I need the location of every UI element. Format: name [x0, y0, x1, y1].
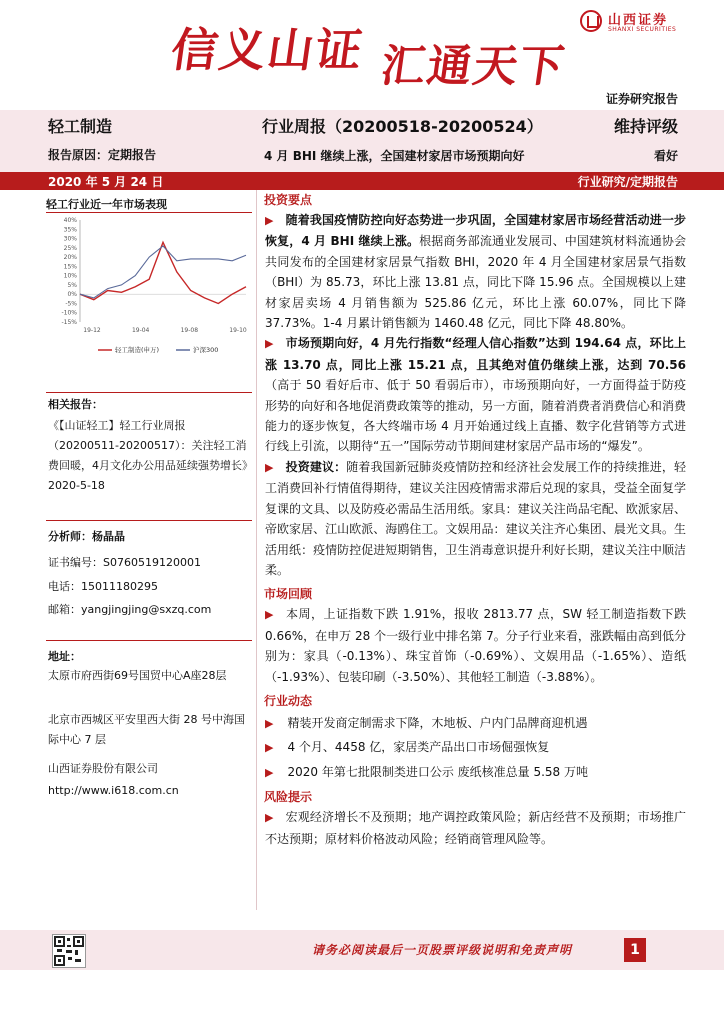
divider — [46, 520, 252, 521]
y-tick-label: 40% — [63, 217, 77, 224]
x-tick-label: 19-08 — [180, 327, 199, 334]
y-tick-label: 5% — [67, 281, 77, 289]
logo-name: 山西证券 — [608, 13, 669, 28]
logo-en: SHANXI SECURITIES — [608, 26, 677, 33]
x-tick-label: 19-10 — [229, 327, 247, 334]
paragraph-advice-text: 随着我国新冠肺炎疫情防控和经济社会发展工作的持续推进，轻工消费回补行情值得期待，建议关注因疫情需求滞后兑现的家具，受益全面复学复课的文具、以及防疫必需品生活用纸。家具：建议关注尚品宅配、欧派家居、帝欧家居、江山欧派、海鸥住工。文娱用品：建议关注齐心集团、晨光文具。生活用纸：疫情防控促进短期销售，卫生消毒意识提升利好长期，建议关注中顺洁柔。 — [265, 459, 686, 577]
report-reason: 报告原因：定期报告 — [48, 148, 157, 162]
slogan-part1: 信义山证 — [167, 23, 368, 77]
legend-label: 轻工制造(申万) — [115, 346, 160, 354]
x-tick-label: 19-04 — [131, 327, 150, 334]
qr-code-icon — [52, 934, 86, 968]
section-industry-news: 行业动态 — [264, 693, 313, 708]
section-investment-points: 投资要点 — [264, 193, 313, 207]
report-date: 2020 年 5 月 24 日 — [48, 175, 164, 189]
page-number: 1 — [624, 938, 646, 962]
paragraph-risk — [262, 807, 686, 849]
news-item-text: 精装开发商定制需求下降，木地板、户内门品牌商迎机遇 — [287, 715, 588, 730]
arrow-bullet-icon: ▶ — [265, 811, 274, 825]
paragraph-bhi — [262, 210, 686, 333]
report-headline: 4 月 BHI 继续上涨，全国建材家居市场预期向好 — [264, 149, 525, 163]
main-content — [262, 190, 686, 849]
divider — [46, 212, 252, 213]
analyst-phone: 电话：15011180295 — [48, 580, 158, 593]
arrow-bullet-icon: ▶ — [265, 716, 274, 730]
report-category: 行业研究/定期报告 — [577, 175, 678, 189]
market-performance-chart — [46, 216, 252, 362]
paragraph-investment-advice — [262, 457, 686, 580]
y-tick-label: 10% — [63, 272, 77, 280]
divider — [46, 640, 252, 641]
news-item — [262, 713, 686, 734]
logo-mark-icon — [580, 10, 602, 32]
arrow-bullet-icon: ▶ — [265, 337, 274, 351]
rating-value: 看好 — [653, 149, 678, 163]
section-market-review: 市场回顾 — [264, 587, 313, 602]
y-tick-label: -5% — [65, 300, 77, 308]
chart-title: 轻工行业近一年市场表现 — [46, 198, 167, 211]
news-item — [262, 762, 686, 783]
y-tick-label: 30% — [63, 235, 77, 243]
paragraph-market-review — [262, 604, 686, 687]
news-item — [262, 737, 686, 758]
company-name: 山西证券股份有限公司 — [48, 762, 158, 775]
analyst-email: 邮箱：yangjingjing@sxzq.com — [48, 603, 212, 616]
paragraph-market-text: 本周，上证指数下跌 1.91%，报收 2813.77 点，SW 轻工制造指数下跌 0.66%，在申万 28 个一级行业中排名第 7。分子行业来看，涨跌幅由高到低分别为：家具（-0.13%）、珠宝首饰（-0.69%）、文娱用品（-1.65%）、造纸（-1.93%）、包装印刷（-3.50%）、其他轻工制造（-3.88%）。 — [265, 607, 686, 684]
series-line-2 — [80, 246, 246, 298]
company-website[interactable]: http://www.i618.com.cn — [48, 784, 179, 797]
paragraph-bhi-bold: 随着我国疫情防控向好态势进一步巩固，全国建材家居市场经营活动进一步恢复，4 月 BHI 继续上涨。 — [265, 213, 686, 249]
news-item-text: 2020 年第七批限制类进口公示 废纸核准总量 5.58 万吨 — [287, 764, 588, 779]
slogan-part2: 汇通天下 — [377, 41, 569, 92]
related-reports-heading: 相关报告： — [48, 398, 103, 411]
address-taiyuan: 太原市府西街69号国贸中心A座28层 — [48, 669, 227, 682]
company-logo — [580, 8, 715, 38]
news-item-text: 4 个月、4458 亿，家居类产品出口市场倔强恢复 — [287, 740, 550, 755]
paragraph-advice-bold: 投资建议： — [285, 459, 347, 474]
cert-number: 证书编号：S0760519120001 — [48, 556, 201, 569]
arrow-bullet-icon: ▶ — [265, 460, 274, 474]
x-tick-label: 19-12 — [83, 327, 101, 334]
header-banner — [0, 0, 724, 110]
y-tick-label: 35% — [63, 226, 77, 234]
paragraph-expectation-bold: 市场预期向好，4 月先行指数“经理人信心指数”达到 194.64 点，环比上涨 13.70 点，同比上涨 15.21 点，且其绝对值仍继续上涨，达到 70.56 — [265, 336, 686, 372]
y-tick-label: 20% — [63, 254, 77, 262]
section-risk: 风险提示 — [264, 790, 313, 805]
rating-label: 维持评级 — [613, 117, 678, 136]
analyst-heading: 分析师：杨晶晶 — [48, 530, 125, 543]
y-tick-label: -15% — [61, 319, 77, 326]
report-kind: 证券研究报告 — [605, 92, 678, 106]
address-beijing: 北京市西城区平安里西大街 28 号中海国际中心 7 层 — [48, 713, 245, 746]
paragraph-expectation — [262, 333, 686, 456]
y-tick-label: -10% — [61, 309, 77, 317]
report-title: 行业周报（20200518-20200524） — [262, 117, 543, 136]
y-tick-label: 0% — [67, 291, 77, 299]
divider — [46, 392, 252, 393]
industry-name: 轻工制造 — [48, 117, 113, 136]
arrow-bullet-icon: ▶ — [265, 741, 274, 755]
arrow-bullet-icon: ▶ — [265, 214, 274, 227]
address-heading: 地址： — [48, 650, 81, 663]
arrow-bullet-icon: ▶ — [265, 608, 274, 622]
disclaimer: 请务必阅读最后一页股票评级说明和免责声明 — [312, 943, 573, 957]
y-tick-label: 15% — [63, 263, 77, 271]
paragraph-risk-text: 宏观经济增长不及预期；地产调控政策风险；新店经营不及预期；市场推广不达预期；原材料价格波动风险；经销商管理风险等。 — [265, 810, 686, 846]
paragraph-bhi-text: 根据商务部流通业发展司、中国建筑材料流通协会共同发布的全国建材家居景气指数 BHI，2020 年 4 月全国建材家居景气指数（BHI）为 85.73，环比上涨 13.81 点，同比下降 15.96 点。全国规模以上建材家居卖场 4 月销售额为 525.86 亿元，环比上涨 60.07%，同比下降 37.73%。1-4 月累计销售额为 1460.48 亿元，同比下降 48.80%。 — [265, 234, 686, 331]
paragraph-expectation-text: （高于 50 看好后市、低于 50 看弱后市），市场预期向好，一方面得益于防疫形势的向好和各地促消费政策等的推动，另一方面，随着消费者消费信心和消费能力的逐步恢复，各大终端市场 4 月开始通过线上直播、数字化营销等方式进行线上引流，以期待“五一”国际劳动节期间建材家居产品市场的“爆发”。 — [265, 378, 686, 454]
arrow-bullet-icon: ▶ — [265, 765, 274, 779]
related-report-text: 《【山证轻工】轻工行业周报（20200511-20200517）：关注轻工消费回暖，4月文化办公用品延续强势增长》2020-5-18 — [48, 419, 248, 492]
y-tick-label: 25% — [63, 244, 77, 252]
legend-label: 沪深300 — [193, 346, 219, 354]
column-divider — [256, 190, 257, 910]
